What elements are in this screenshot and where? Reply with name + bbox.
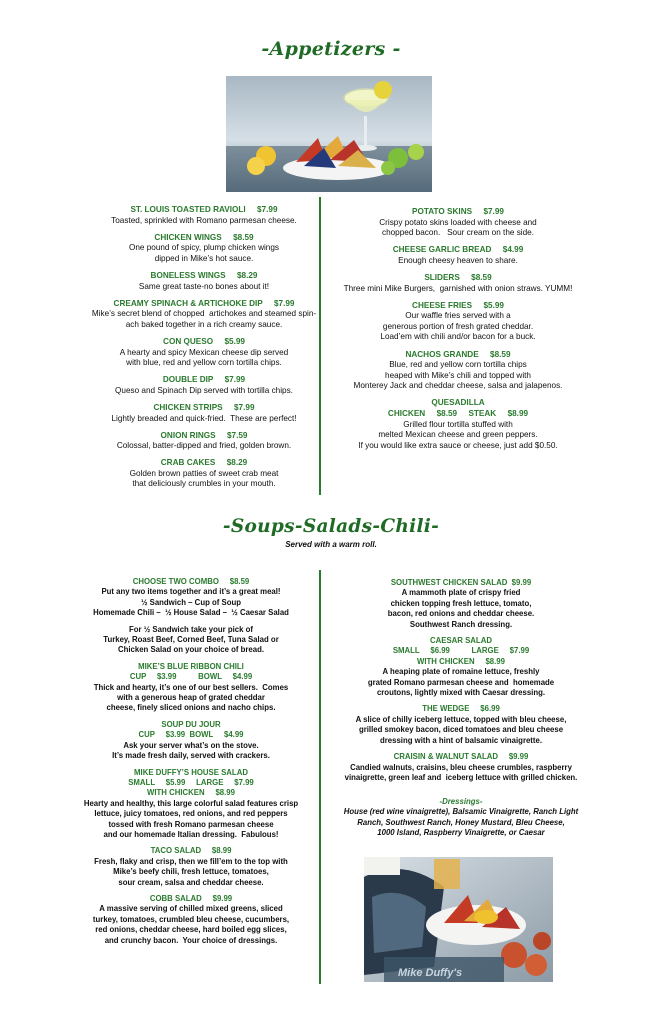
menu-item [68, 720, 314, 762]
photo-caption: Mike Duffy's [398, 967, 463, 979]
menu-item [68, 846, 314, 888]
appetizers-left-column [84, 205, 324, 497]
menu-item-name: CHOOSE TWO COMBO $8.59 [132, 577, 250, 586]
menu-item-description: grilled smokey bacon, diced tomatoes and bleu cheese [358, 725, 564, 735]
menu-item-description: Colossal, batter-dipped and fried, golden brown. [116, 441, 292, 451]
menu-item-name: CHEESE FRIES $5.99 [412, 300, 504, 310]
menu-item-description: Fresh, flaky and crisp, then we fill’em to the top with [94, 856, 288, 866]
menu-item-description: chicken topping fresh lettuce, tomato, [390, 598, 532, 608]
menu-item-description: that deliciously crumbles in your mouth. [132, 479, 276, 489]
menu-item-description: ½ Sandwich – Cup of Soup [140, 597, 242, 607]
menu-item-name: CRAB CAKES $8.29 [160, 458, 248, 468]
menu-item-name: CUP $3.99 BOWL $4.99 [138, 730, 244, 740]
menu-item-description: Mike’s beefy chili, fresh lettuce, tomatoes, [113, 867, 269, 877]
menu-item-description: A slice of chilly iceberg lettuce, topped with bleu cheese, [355, 714, 567, 724]
menu-item-name: TACO SALAD $8.99 [150, 846, 232, 856]
menu-item-name: SMALL $6.99 LARGE $7.99 [392, 646, 530, 656]
nachos-helmet-photo [364, 857, 553, 982]
menu-item [84, 299, 324, 331]
menu-item [68, 662, 314, 714]
menu-item-name: POTATO SKINS $7.99 [412, 207, 504, 216]
menu-item [330, 578, 592, 630]
menu-item-description: dipped in Mike’s hot sauce. [154, 253, 254, 263]
menu-item [68, 894, 314, 946]
menu-item-description: melted Mexican cheese and green peppers. [378, 430, 538, 440]
dressings-line: 1000 Island, Raspberry Vinaigrette, or Caesar [377, 828, 545, 838]
menu-item-description: Blue, red and yellow corn tortilla chips [389, 360, 527, 370]
menu-item-name: CUP $3.99 BOWL $4.99 [129, 672, 253, 682]
menu-item-name: SMALL $5.99 LARGE $7.99 [128, 777, 254, 787]
soups-title: -Soups-Salads-Chili- [222, 516, 440, 537]
menu-item-name: ST. LOUIS TOASTED RAVIOLI $7.99 [130, 205, 278, 214]
soups-left-column [68, 577, 314, 952]
menu-item-name: DOUBLE DIP $7.99 [162, 375, 246, 385]
menu-item [330, 752, 592, 783]
menu-item-description: chopped bacon. Sour cream on the side. [381, 228, 535, 238]
menu-item-name: ONION RINGS $7.59 [160, 430, 248, 440]
menu-item-description: with a generous heap of grated cheddar [117, 693, 265, 703]
menu-item-description: bacon, red onions and cheddar cheese. [387, 609, 535, 619]
menu-item [330, 636, 592, 698]
menu-item [84, 233, 324, 265]
menu-item-description: Queso and Spinach Dip served with tortilla chips. [115, 385, 293, 395]
menu-item-description: Mike’s secret blend of chopped artichokes and steamed spin- [91, 309, 317, 319]
menu-item-description: Crispy potato skins loaded with cheese and [379, 217, 537, 227]
menu-item-description: vinaigrette, green leaf and iceberg lettuce with grilled chicken. [344, 772, 578, 782]
menu-item-description: Southwest Ranch dressing. [409, 619, 513, 629]
menu-item [330, 350, 586, 392]
menu-item-description: dressing with a hint of balsamic vinaigrette. [379, 735, 543, 745]
menu-item-description: A massive serving of chilled mixed greens, sliced [99, 904, 283, 914]
soups-subtitle: Served with a warm roll. [285, 540, 377, 549]
menu-item-description: Chicken Salad on your choice of bread. [117, 645, 264, 655]
menu-item-name: CHICKEN $8.59 STEAK $8.99 [387, 409, 529, 418]
menu-item [84, 458, 324, 490]
soups-right-column [330, 578, 592, 789]
menu-item [330, 207, 586, 239]
menu-item-name: CON QUESO $5.99 [163, 336, 245, 346]
menu-item-description: A heaping plate of romaine lettuce, freshly [382, 667, 540, 677]
appetizers-title: -Appetizers - [261, 38, 401, 60]
menu-item [330, 273, 586, 294]
menu-item-description: Ask your server what’s on the stove. [123, 740, 259, 750]
menu-item-description: One pound of spicy, plump chicken wings [128, 243, 280, 253]
menu-item-name: QUESADILLA [431, 398, 485, 408]
dressings-block [330, 797, 592, 839]
menu-item-description: Our waffle fries served with a [405, 311, 511, 321]
menu-item-description: Hearty and healthy, this large colorful salad features crisp [83, 798, 299, 808]
menu-item-description: tossed with fresh Romano parmesan cheese [108, 819, 274, 829]
menu-item-name: CHICKEN STRIPS $7.99 [153, 402, 255, 412]
menu-item-description: ach baked together in a rich creamy sauce. [125, 319, 283, 329]
menu-item-description: and crunchy bacon. Your choice of dressings. [104, 935, 278, 945]
menu-item-name: MIKE DUFFY’S HOUSE SALAD [134, 767, 248, 777]
menu-item-description: croutons, lightly mixed with Caesar dressing. [376, 688, 546, 698]
menu-item-description: Enough cheesy heaven to share. [398, 255, 518, 265]
menu-item-name: COBB SALAD $9.99 [149, 893, 233, 903]
menu-item-description: For ½ Sandwich take your pick of [129, 624, 253, 634]
menu-item-description: generous portion of fresh grated cheddar. [382, 321, 534, 331]
menu-item [330, 398, 586, 451]
menu-item-description: Monterey Jack and cheddar cheese, salsa and jalapenos. [353, 381, 563, 391]
menu-item-name: CHICKEN WINGS $8.59 [154, 232, 254, 242]
menu-item-description: Grilled flour tortilla stuffed with [403, 419, 513, 429]
menu-item-name: CRAISIN & WALNUT SALAD $9.99 [393, 752, 529, 762]
menu-item-description: red onions, cheddar cheese, hard boiled egg slices, [95, 925, 287, 935]
menu-item-description: Golden brown patties of sweet crab meat [129, 468, 279, 478]
menu-item-description: Put any two items together and it’s a great meal! [101, 587, 281, 597]
margarita-nachos-photo [226, 76, 432, 192]
menu-item-description: Load’em with chili and/or bacon for a buck. [380, 332, 536, 342]
menu-item [84, 403, 324, 424]
dressings-line: Ranch, Southwest Ranch, Honey Mustard, Bleu Cheese, [357, 817, 565, 827]
menu-item [84, 337, 324, 369]
menu-item [68, 768, 314, 841]
menu-item-description: It’s made fresh daily, served with crackers. [112, 751, 270, 761]
menu-item [84, 375, 324, 396]
menu-item [68, 577, 314, 619]
menu-item [330, 245, 586, 266]
menu-item [84, 271, 324, 292]
menu-item-description: and our homemade Italian dressing. Fabulous! [103, 829, 279, 839]
menu-item-description: lettuce, juicy tomatoes, red onions, and red peppers [94, 809, 288, 819]
menu-item-name: SOUP DU JOUR [161, 719, 221, 729]
menu-item-name: CHEESE GARLIC BREAD $4.99 [392, 245, 524, 255]
menu-item-name: WITH CHICKEN $8.99 [147, 788, 235, 798]
menu-item-description: If you would like extra sauce or cheese, just add $0.50. [358, 440, 558, 450]
menu-item-name: BONELESS WINGS $8.29 [150, 270, 258, 280]
menu-item [68, 625, 314, 656]
menu-item-description: Candied walnuts, craisins, bleu cheese crumbles, raspberry [350, 762, 572, 772]
menu-item [330, 704, 592, 746]
menu-item-description: cheese, finely sliced onions and nacho chips. [106, 703, 276, 713]
menu-item-description: sour cream, salsa and cheddar cheese. [118, 877, 264, 887]
soups-divider [319, 570, 321, 984]
menu-item-description: A mammoth plate of crispy fried [401, 588, 521, 598]
menu-item-description: Three mini Mike Burgers, garnished with onion straws. YUMM! [343, 283, 573, 293]
menu-item-description: heaped with Mike’s chili and topped with [385, 370, 531, 380]
menu-item [84, 431, 324, 452]
menu-item-name: THE WEDGE $6.99 [422, 704, 500, 714]
menu-item-description: with blue, red and yellow corn tortilla chips. [126, 358, 282, 368]
dressings-heading: -Dressings- [439, 797, 483, 806]
menu-item-name: CAESAR SALAD [430, 636, 492, 646]
menu-item-description: A hearty and spicy Mexican cheese dip served [119, 347, 289, 357]
appetizers-divider [319, 197, 321, 495]
menu-item-description: turkey, tomatoes, crumbled bleu cheese, cucumbers, [92, 914, 290, 924]
menu-item-name: SLIDERS $8.59 [424, 272, 492, 282]
menu-item-description: Homemade Chili – ½ House Salad – ½ Caesar Salad [93, 608, 289, 618]
menu-item-description: Lightly breaded and quick-fried. These are perfect! [111, 413, 297, 423]
menu-item-description: Thick and hearty, it’s one of our best sellers. Comes [93, 682, 289, 692]
dressings-line: House (red wine vinaigrette), Balsamic Vinaigrette, Ranch Light [343, 807, 579, 817]
menu-item-name: WITH CHICKEN $8.99 [417, 656, 505, 666]
menu-item-description: grated Romano parmesan cheese and homemade [367, 677, 555, 687]
menu-item-description: Toasted, sprinkled with Romano parmesan cheese. [111, 215, 297, 225]
menu-item-name: CREAMY SPINACH & ARTICHOKE DIP $7.99 [113, 298, 295, 308]
menu-item [84, 205, 324, 226]
menu-item-name: MIKE’S BLUE RIBBON CHILI [138, 661, 244, 671]
menu-item-description: Turkey, Roast Beef, Corned Beef, Tuna Salad or [103, 635, 279, 645]
appetizers-right-column [330, 207, 586, 458]
menu-item-name: SOUTHWEST CHICKEN SALAD $9.99 [390, 578, 532, 587]
menu-item-name: NACHOS GRANDE $8.59 [405, 349, 511, 359]
menu-item-description: Same great taste-no bones about it! [138, 281, 270, 291]
menu-item [330, 301, 586, 343]
